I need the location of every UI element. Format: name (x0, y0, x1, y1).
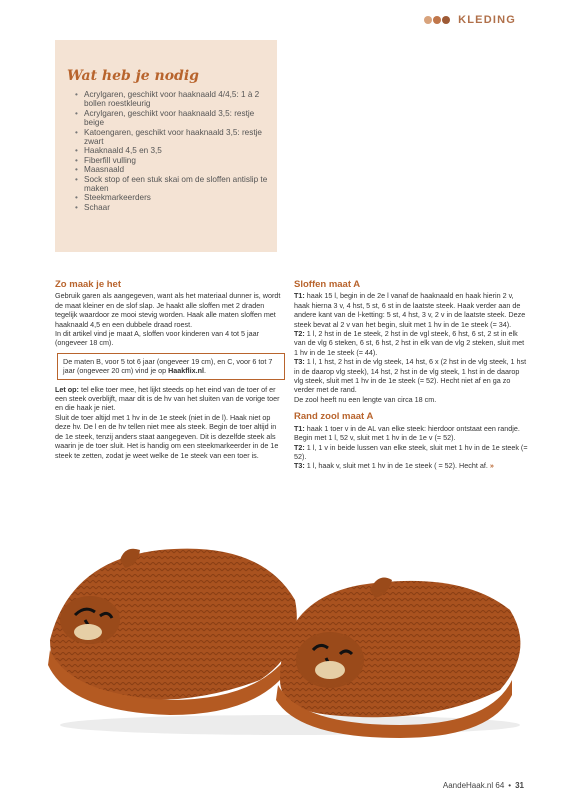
note-text: De maten B, voor 5 tot 6 jaar (ongeveer 19 cm), en C, voor 6 tot 7 jaar (ongeveer 20 cm) vind je op (63, 356, 273, 376)
round-label: T3: (294, 461, 305, 471)
paragraph: In dit artikel vind je maat A, sloffen voor kinderen van 4 tot 5 jaar (ongeveer 18 cm). (55, 329, 260, 348)
round (294, 461, 530, 470)
list-item: • Schaar (75, 203, 271, 212)
dot-3 (442, 16, 450, 24)
paragraph (55, 385, 285, 413)
round-text: 1 l, 2 hst in de 1e steek, 2 hst in de vgl steek, 6 hst, 6 st, 2 st in elk van de vlg 6 steken, 6 st, 6 hst, 2 hst in elk van de vlg 2 steken, sluit met 1 hv in de 1e steek (= 44). (294, 329, 525, 357)
round-label: T2: (294, 329, 305, 339)
list-item: • Acrylgaren, geschikt voor haaknaald 3,5: restje beige (75, 109, 271, 128)
paragraph: De zool heeft nu een lengte van circa 18 cm. (294, 394, 437, 404)
section-name: KLEDING (458, 14, 516, 26)
color-dots (424, 16, 450, 24)
list-item: • Steekmarkeerders (75, 193, 271, 202)
list-item: • Haaknaald 4,5 en 3,5 (75, 146, 271, 155)
magazine-name: AandeHaak.nl 64 (442, 781, 505, 790)
round-label: T2: (294, 442, 305, 452)
note-link[interactable]: Haakflix.nl (168, 366, 205, 376)
round-text: 1 l, 1 hst, 2 hst in de vlg steek, 14 hst, 6 x (2 hst in de vlg steek, 1 hst in de daarop vlg steek), 14 hst, 2 hst in de vlg steek, 1 hst in de daarop vlg steek, sluit met 1 hv in de 1e steek (= 52). Hecht niet af en ga zo verder met de rand. (294, 357, 527, 395)
letop-label: Let op: (55, 384, 79, 394)
list-item: • Sock stop of een stuk skai om de sloffen antislip te maken (75, 175, 271, 194)
list-item: • Acrylgaren, geschikt voor haaknaald 4/4,5: 1 à 2 bollen roestkleurig (75, 90, 271, 109)
page-number: 31 (515, 781, 524, 790)
dot-1 (424, 16, 432, 24)
round (294, 291, 530, 329)
dot-2 (433, 16, 441, 24)
section-title: Zo maak je het (55, 279, 121, 290)
page-footer (443, 781, 524, 790)
instructions-column (55, 280, 285, 460)
letop-text: tel elke toer mee, het lijkt steeds op het eind van de toer of er een steek overblijft, maar dit is de hv van het sluiten van de vorige toer en die haak je niet. (55, 384, 280, 413)
materials-title: Wat heb je nodig (67, 68, 199, 84)
continue-arrow: » (489, 461, 494, 471)
materials-list (55, 90, 277, 212)
round (294, 357, 530, 395)
section-title: Sloffen maat A (294, 279, 361, 290)
round-label: T1: (294, 423, 305, 433)
list-item: • Katoengaren, geschikt voor haaknaald 3,5: restje zwart (75, 128, 271, 147)
round (294, 424, 530, 443)
paragraph: Sluit de toer altijd met 1 hv in de 1e steek (niet in de l). Haak niet op deze hv. De l en de hv tellen niet mee als steek. Begin de toer altijd in de 1e steek, tenzij anders staat aangegeven. Dit is dezelfde steek als waarin je de toer sluit. Het is handig om een steekmarkeerder in de 1e steek te zetten, zodat je weet welke de 1e steek van een toer is. (55, 412, 279, 460)
pattern-column (294, 280, 530, 471)
right-slipper (276, 578, 520, 738)
round (294, 329, 530, 357)
size-note (57, 353, 285, 380)
round-text: 1 l, haak v, sluit met 1 hv in de 1e steek ( = 52). Hecht af. (304, 461, 488, 471)
list-item: • Maasnaald (75, 165, 271, 174)
section-tag (424, 14, 516, 26)
round (294, 443, 530, 462)
round-text: haak 1 toer v in de AL van elke steek: hierdoor ontstaat een randje. Begin met 1 l, 52 v, sluit met 1 hv in de 1e v (= 52). (294, 423, 520, 443)
paragraph: Gebruik garen als aangegeven, want als het materiaal dunner is, wordt de maat kleiner en de slof slap. Je haakt alle sloffen met 2 draden tegelijk waardoor ze mooi stevig worden. Haak alle maten sloffen met haaknaald 4,5 en een dubbele draad roest. (55, 291, 281, 329)
note-end: . (204, 366, 207, 376)
section-title: Rand zool maat A (294, 411, 374, 423)
round-text: 1 l, 1 v in beide lussen van elke steek, sluit met 1 hv in de 1e steek (= 52). (294, 442, 528, 461)
footer-separator: • (508, 781, 512, 790)
slippers-photo (30, 520, 540, 740)
materials-box (55, 40, 277, 252)
round-label: T3: (294, 357, 305, 367)
round-label: T1: (294, 291, 305, 301)
list-item: • Fiberfill vulling (75, 156, 271, 165)
round-text: haak 15 l, begin in de 2e l vanaf de haaknaald en haak hierin 2 v, haak hierna 3 v, 4 hst, 5 st, 6 st in de laatste steek. Haak verder aan de andere kant van de l-ketting: 5 st, 4 hst, 3 v, 2 v in de laatste steek. Deze steek bevat al 2 v van het begin, sluit met 1 hv in de 1e steek (= 34). (294, 291, 526, 329)
left-slipper (48, 549, 297, 715)
